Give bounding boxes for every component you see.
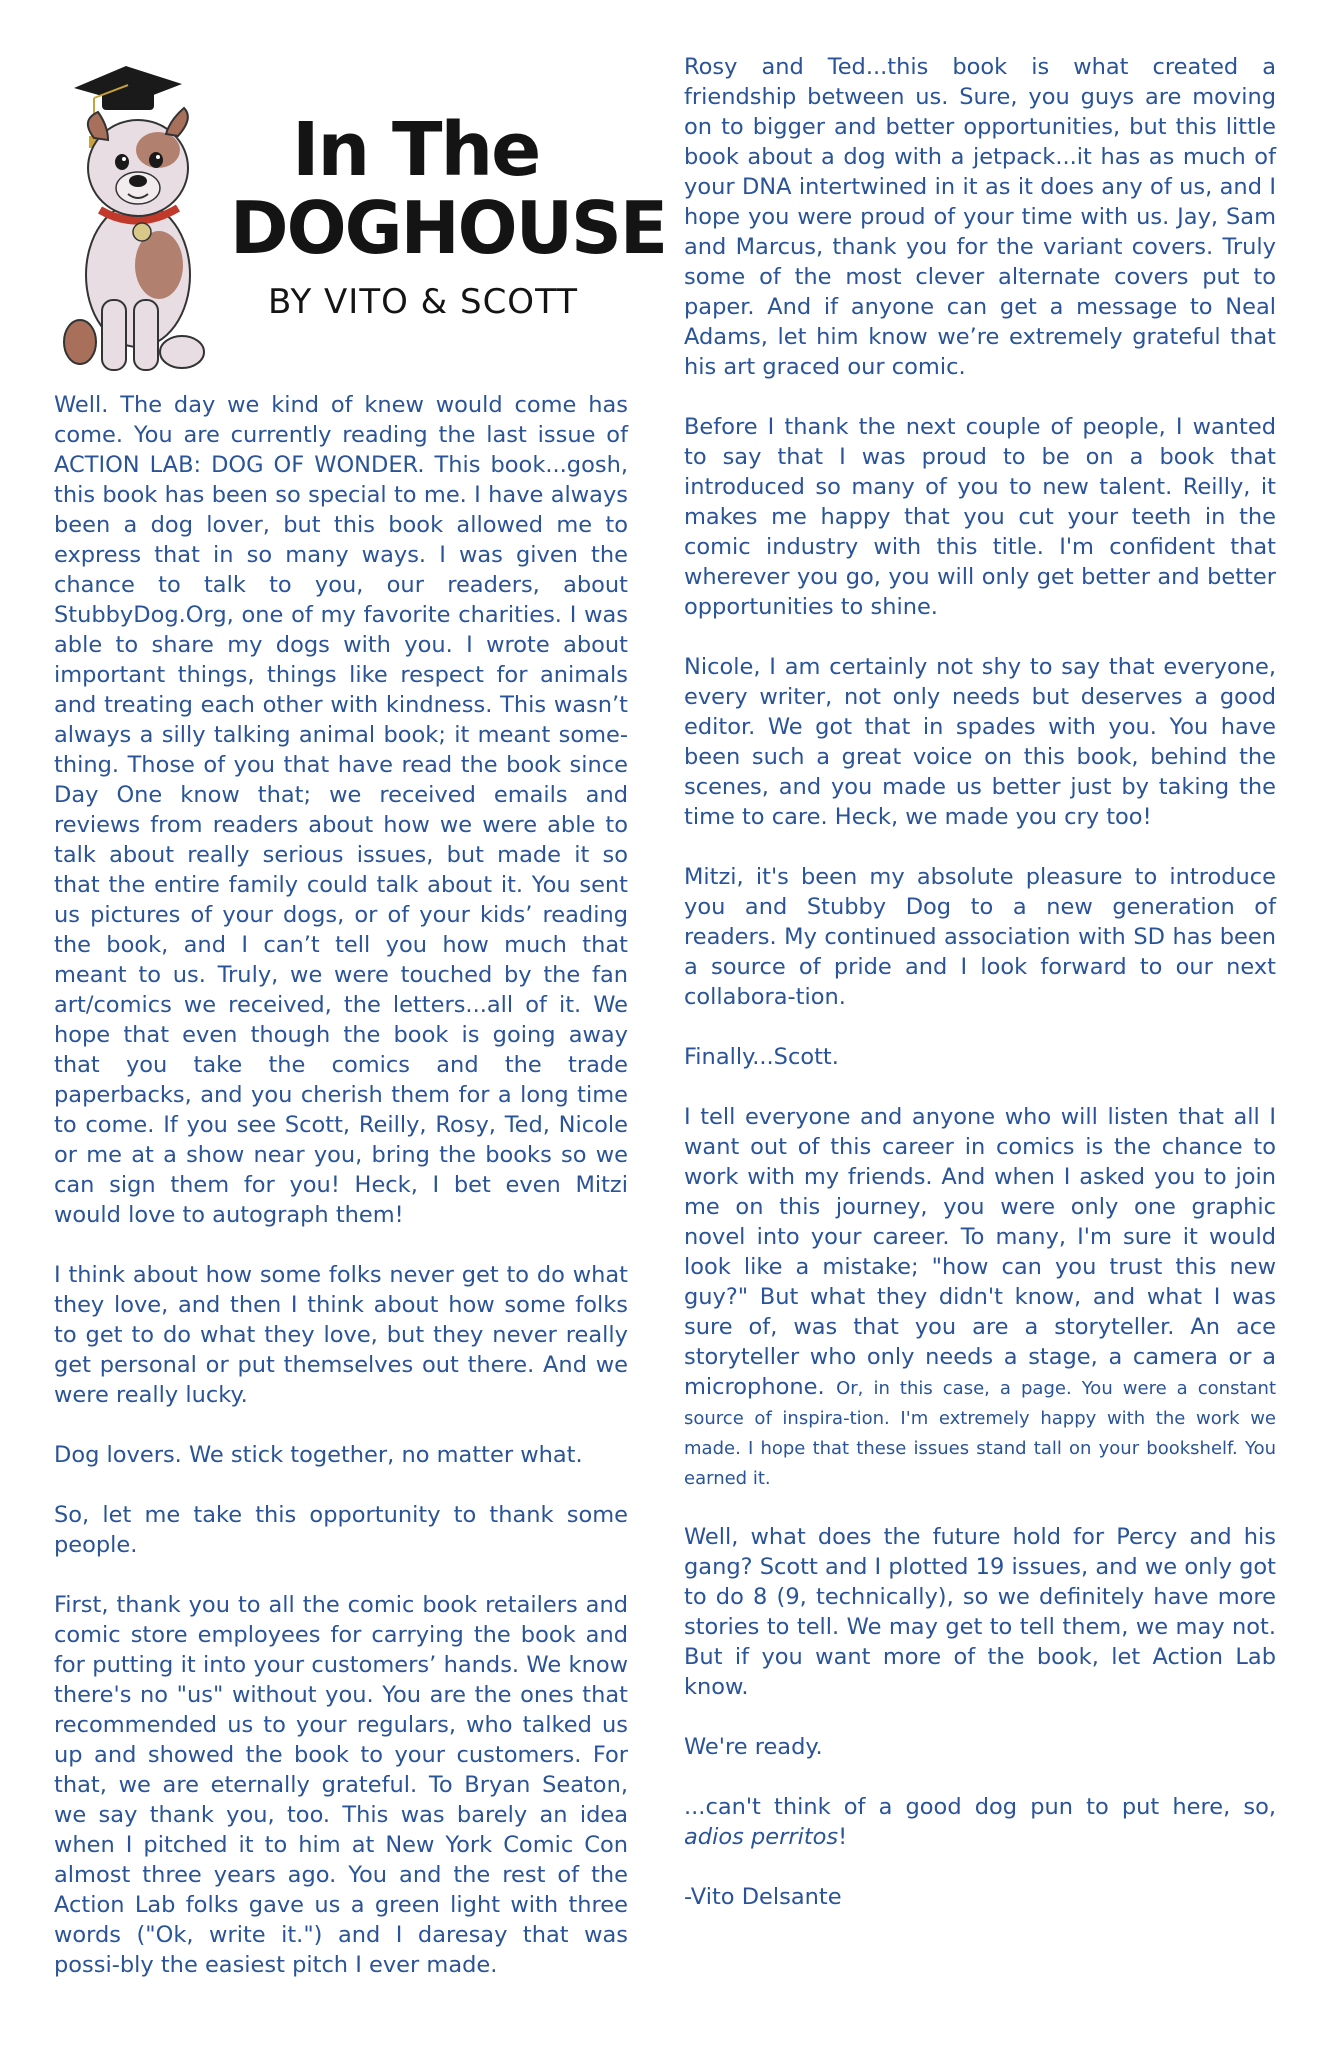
paragraph — [684, 1102, 1276, 1492]
right-column — [684, 52, 1276, 1912]
title-line-2: DOGHOUSE — [230, 186, 667, 270]
closing-italic: adios perritos — [684, 1824, 839, 1850]
byline: BY VITO & SCOTT — [268, 282, 579, 322]
paragraph — [684, 1792, 1276, 1852]
column-header — [54, 60, 667, 380]
graduate-dog-icon — [54, 60, 224, 380]
paragraph: First, thank you to all the comic book retailers and comic store employees for carrying the book and for putting it into your customers’ hands. We know there's no "us" without you. You are the ones that recommended us to your regulars, who talked us up and showed the book to your customers. For that, we are eternally grateful. To Bryan Seaton, we say thank you, too. This was barely an idea when I pitched it to him at New York Comic Con almost three years ago. You and the rest of the Action Lab folks gave us a green light with three words ("Ok, write it.") and I daresay that was possi-bly the easiest pitch I ever made. — [54, 1592, 628, 1978]
paragraph: So, let me take this opportunity to thank some people. — [54, 1502, 628, 1558]
paragraph: Well, what does the future hold for Percy and his gang? Scott and I plotted 19 issues, and we only got to do 8 (9, technically), so we definitely have more stories to tell. We may get to tell them, we may not. But if you want more of the book, let Action Lab know. — [684, 1524, 1276, 1700]
paragraph: Finally...Scott. — [684, 1044, 839, 1070]
paragraph: Before I thank the next couple of people, I wanted to say that I was proud to be on a book that introduced so many of you to new talent. Reilly, it makes me happy that you cut your teeth in the comic industry with this title. I'm confident that wherever you go, you will only get better and better opportunities to shine. — [684, 414, 1276, 620]
paragraph: Nicole, I am certainly not shy to say that everyone, every writer, not only needs but deserves a good editor. We got that in spades with you. You have been such a great voice on this book, behind the scenes, and you made us better just by taking the time to care. Heck, we made you cry too! — [684, 654, 1276, 830]
left-column — [54, 390, 628, 1980]
paragraph-text: I tell everyone and anyone who will listen that all I want out of this career in comics is the chance to work with my friends. And when I asked you to join me on this journey, you were only one graphic novel into your career. To many, I'm sure it would look like a mistake; "how can you trust this new guy?" But what they didn't know, and what I was sure of, was that you are a storyteller. An ace storyteller who only needs a stage, a camera or a microphone. — [684, 1104, 1276, 1400]
closing-punctuation: ! — [838, 1824, 848, 1850]
paragraph: Rosy and Ted...this book is what created a friendship between us. Sure, you guys are moving on to bigger and better opportunities, but this little book about a dog with a jetpack...it has as much of your DNA intertwined in it as it does any of us, and I hope you were proud of your time with us. Jay, Sam and Marcus, thank you for the variant covers. Truly some of the most clever alternate covers put to paper. And if anyone can get a message to Neal Adams, let him know we’re extremely grateful that his art graced our comic. — [684, 54, 1276, 380]
paragraph: I think about how some folks never get to do what they love, and then I think about how some folks to get to do what they love, but they never really get personal or put themselves out there. And we were really lucky. — [54, 1262, 628, 1408]
paragraph: Dog lovers. We stick together, no matter what. — [54, 1442, 583, 1468]
title-line-1: In The — [292, 107, 540, 193]
paragraph-small-text: Or, in this case, a page. You were a constant source of inspira-tion. I'm extremely happy with the work we made. I hope that these issues stand tall on your bookshelf. You earned it. — [684, 1378, 1277, 1489]
signature: -Vito Delsante — [684, 1884, 842, 1910]
paragraph: Mitzi, it's been my absolute pleasure to introduce you and Stubby Dog to a new generation of readers. My continued association with SD has been a source of pride and I look forward to our next collabora-tion. — [684, 864, 1276, 1010]
closing-text: ...can't think of a good dog pun to put here, so, — [684, 1794, 1276, 1820]
paragraph: Well. The day we kind of knew would come has come. You are currently reading the last issue of ACTION LAB: DOG OF WONDER. This book...gosh, this book has been so special to me. I have always been a dog lover, but this book allowed me to express that in so many ways. I was given the chance to talk to you, our readers, about StubbyDog.Org, one of my favorite charities. I was able to share my dogs with you. I wrote about important things, things like respect for animals and treating each other with kindness. This wasn’t always a silly talking animal book; it meant some-thing. Those of you that have read the book since Day One know that; we received emails and reviews from readers about how we were able to talk about really serious issues, but made it so that the entire family could talk about it. You sent us pictures of your dogs, or of your kids’ reading the book, and I can’t tell you how much that meant to us. Truly, we were touched by the fan art/comics we received, the letters...all of it. We hope that even though the book is going away that you take the comics and the trade paperbacks, and you cherish them for a long time to come. If you see Scott, Reilly, Rosy, Ted, Nicole or me at a show near you, bring the books so we can sign them for you! Heck, I bet even Mitzi would love to autograph them! — [54, 392, 628, 1228]
paragraph: We're ready. — [684, 1734, 823, 1760]
